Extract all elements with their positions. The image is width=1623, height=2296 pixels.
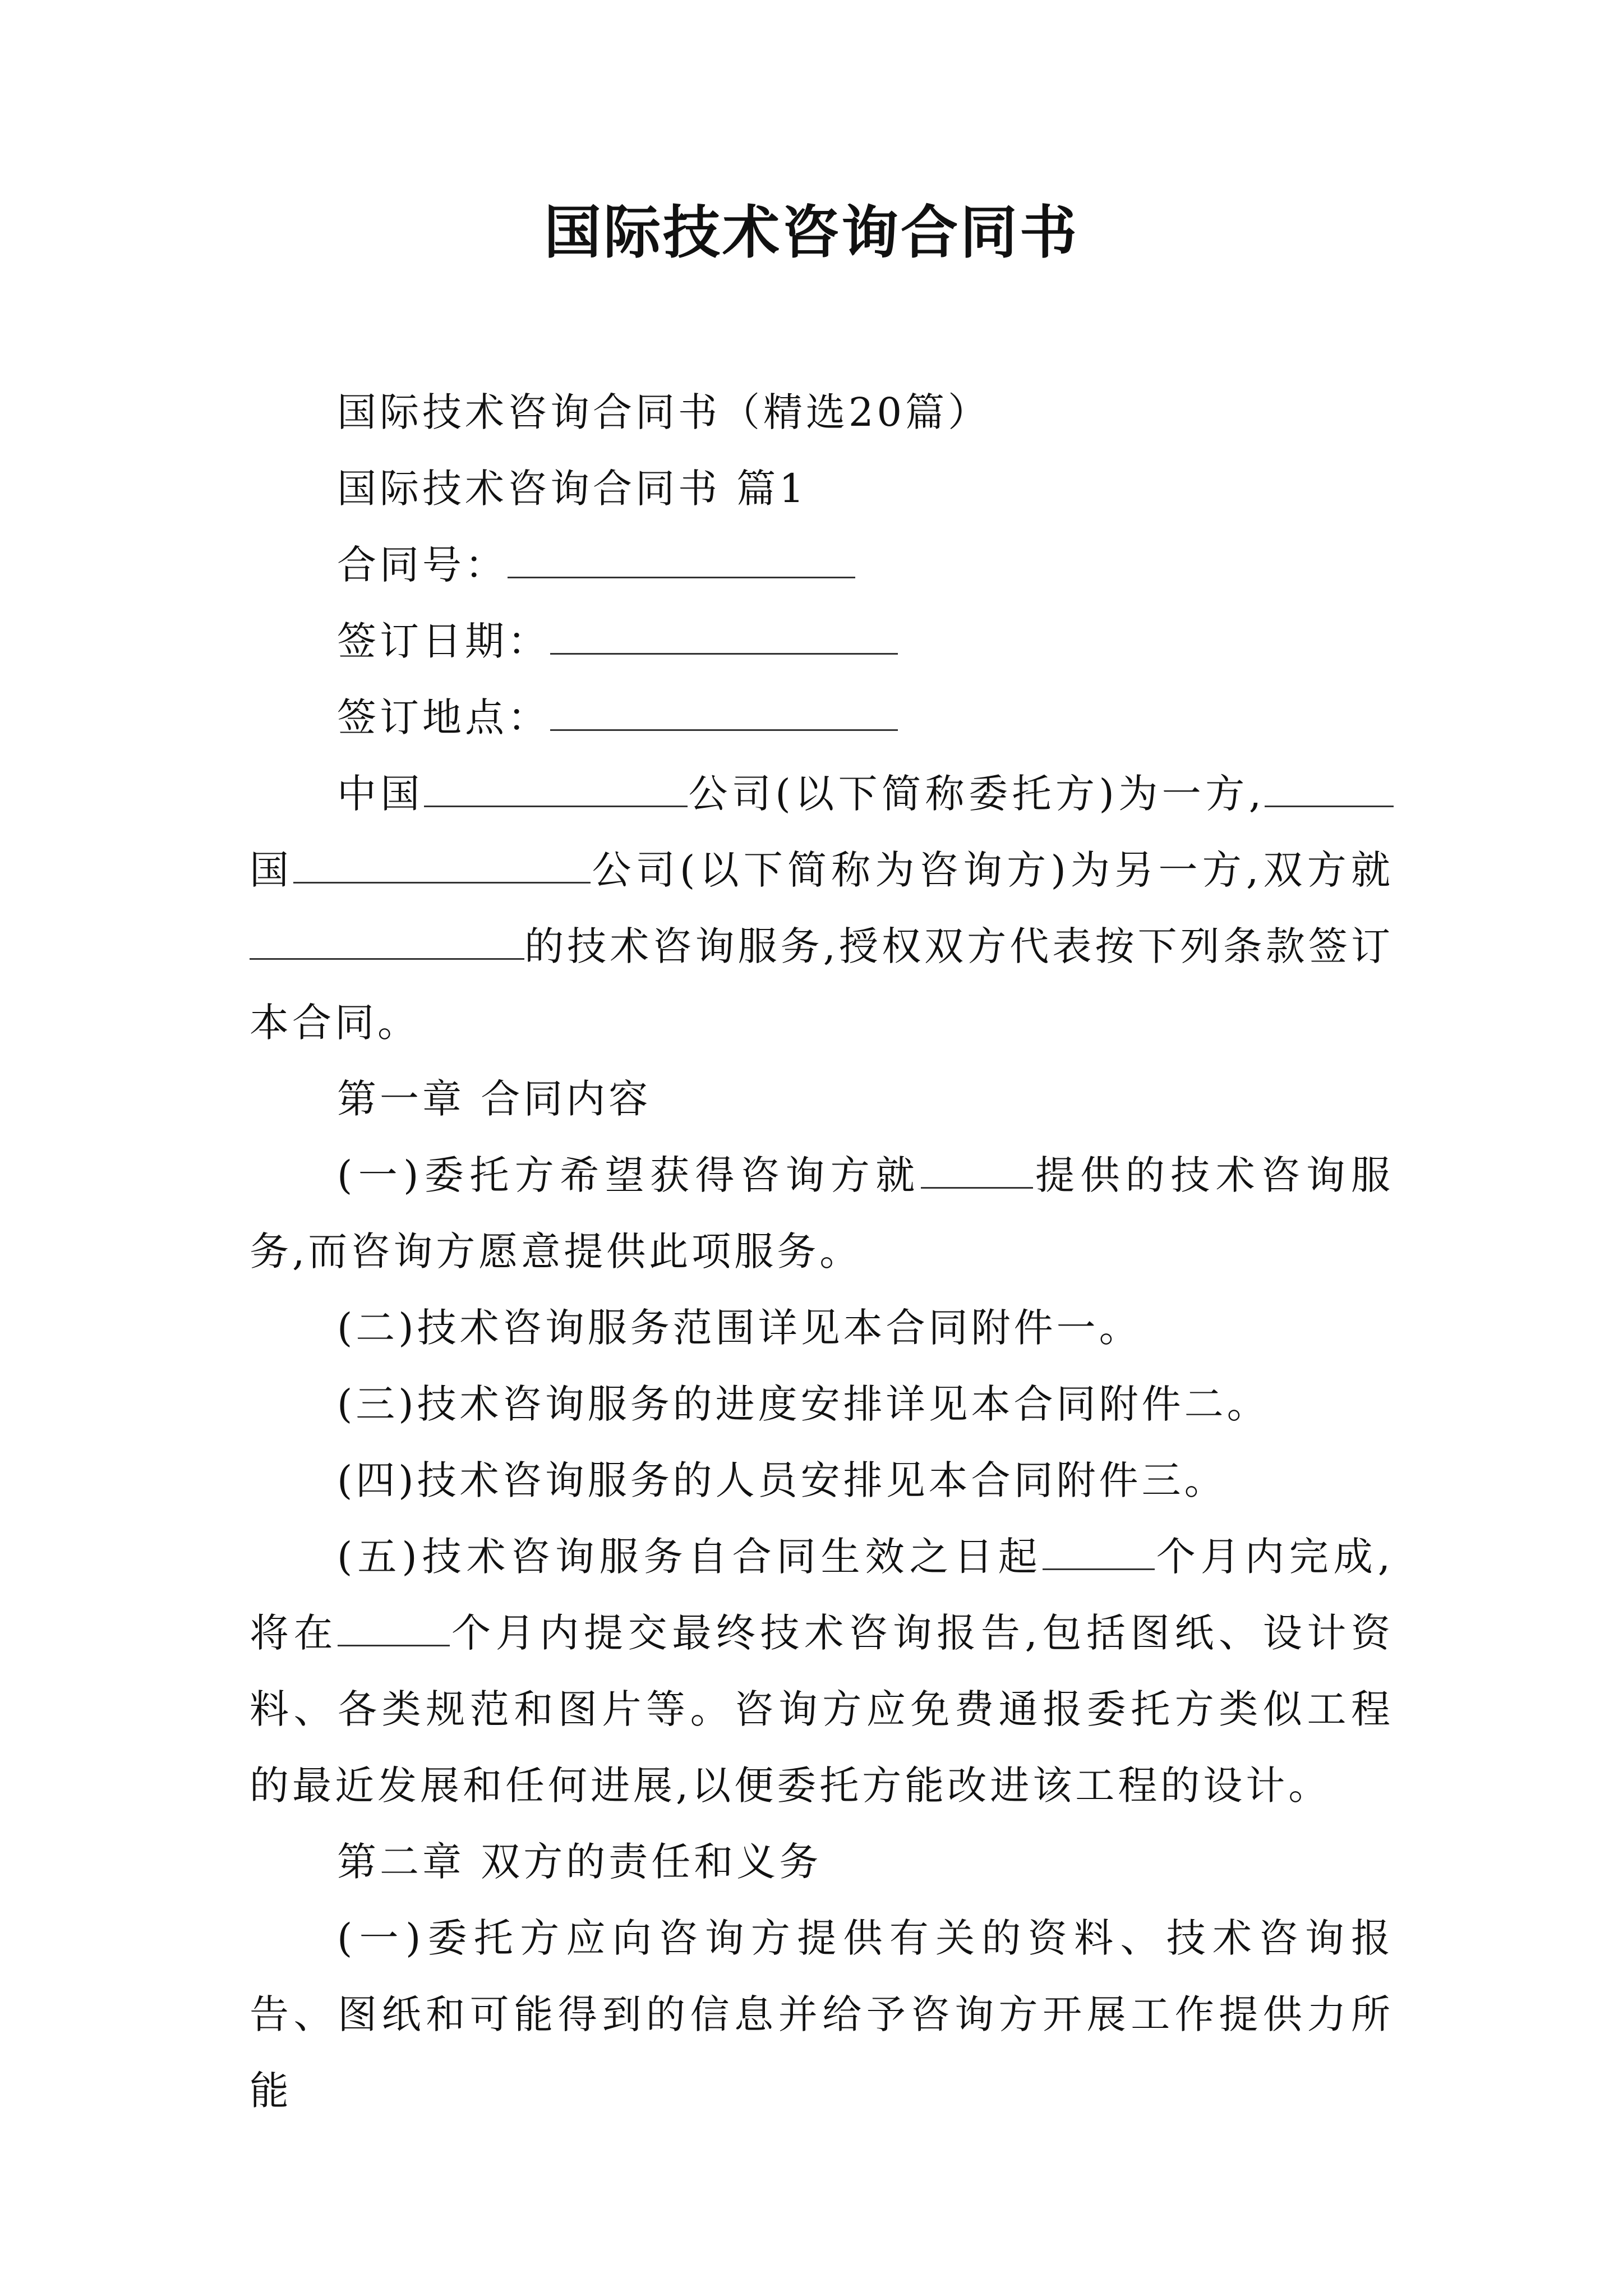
intro-text-2: 公司(以下简称委托方)为一方, (687, 771, 1265, 817)
chapter2-item1: (一)委托方应向咨询方提供有关的资料、技术咨询报告、图纸和可能得到的信息并给予咨询方开展工作提供力所能 (250, 1915, 1394, 2114)
intro-text-4: 公司(以下简称为咨询方)为另一方,双方就 (591, 847, 1394, 893)
chapter2-heading: 第二章 双方的责任和义务 (337, 1839, 822, 1885)
service-subject-blank (921, 1150, 1033, 1189)
article-heading: 国际技术咨询合同书 篇1 (337, 466, 808, 512)
chapter1-heading: 第一章 合同内容 (337, 1076, 652, 1122)
intro-text-1: 中国 (337, 771, 424, 817)
contract-number-label: 合同号： (337, 542, 508, 588)
sign-place-label: 签订地点： (337, 694, 550, 740)
project-blank (250, 921, 524, 960)
sign-place-blank (550, 692, 898, 731)
intro-text-3: 国 (250, 847, 294, 893)
document-title: 国际技术咨询合同书 (544, 199, 1079, 266)
chapter1-item1-text-b: 提供的技术咨询服务,而咨询方愿意提供此项服务。 (250, 1152, 1394, 1274)
sign-place-line (250, 679, 1394, 756)
country-blank (1265, 769, 1394, 808)
chapter1-item5 (250, 1519, 1394, 1824)
consultant-company-blank (293, 845, 591, 884)
intro-paragraph (250, 756, 1394, 1061)
client-company-blank (424, 769, 688, 808)
intro-text-5: 的技术咨询服务,授权双方代表按下列条款签订本合同。 (250, 923, 1394, 1046)
report-months-blank (338, 1608, 450, 1647)
chapter1-item3: (三)技术咨询服务的进度安排详见本合同附件二。 (337, 1381, 1270, 1427)
subtitle: 国际技术咨询合同书（精选20篇） (337, 389, 991, 435)
document-body (250, 374, 1394, 2129)
chapter1-item5-text-b: 个月内完成,将在 (250, 1534, 1394, 1656)
chapter1-item1 (250, 1137, 1394, 1290)
contract-number-blank (508, 540, 855, 579)
contract-number-line (250, 527, 1394, 603)
sign-date-line (250, 603, 1394, 679)
completion-months-blank (1043, 1531, 1155, 1571)
chapter1-item5-text-a: (五)技术咨询服务自合同生效之日起 (337, 1534, 1043, 1580)
chapter1-item5-text-c: 个月内提交最终技术咨询报告,包括图纸、设计资料、各类规范和图片等。咨询方应免费通报委托方类似工程的最近发展和任何进展,以便委托方能改进该工程的设计。 (250, 1610, 1394, 1809)
chapter1-item2: (二)技术咨询服务范围详见本合同附件一。 (337, 1305, 1142, 1351)
sign-date-label: 签订日期： (337, 618, 550, 664)
chapter1-item4: (四)技术咨询服务的人员安排见本合同附件三。 (337, 1457, 1227, 1503)
sign-date-blank (550, 616, 898, 655)
chapter1-item1-text-a: (一)委托方希望获得咨询方就 (337, 1152, 921, 1198)
